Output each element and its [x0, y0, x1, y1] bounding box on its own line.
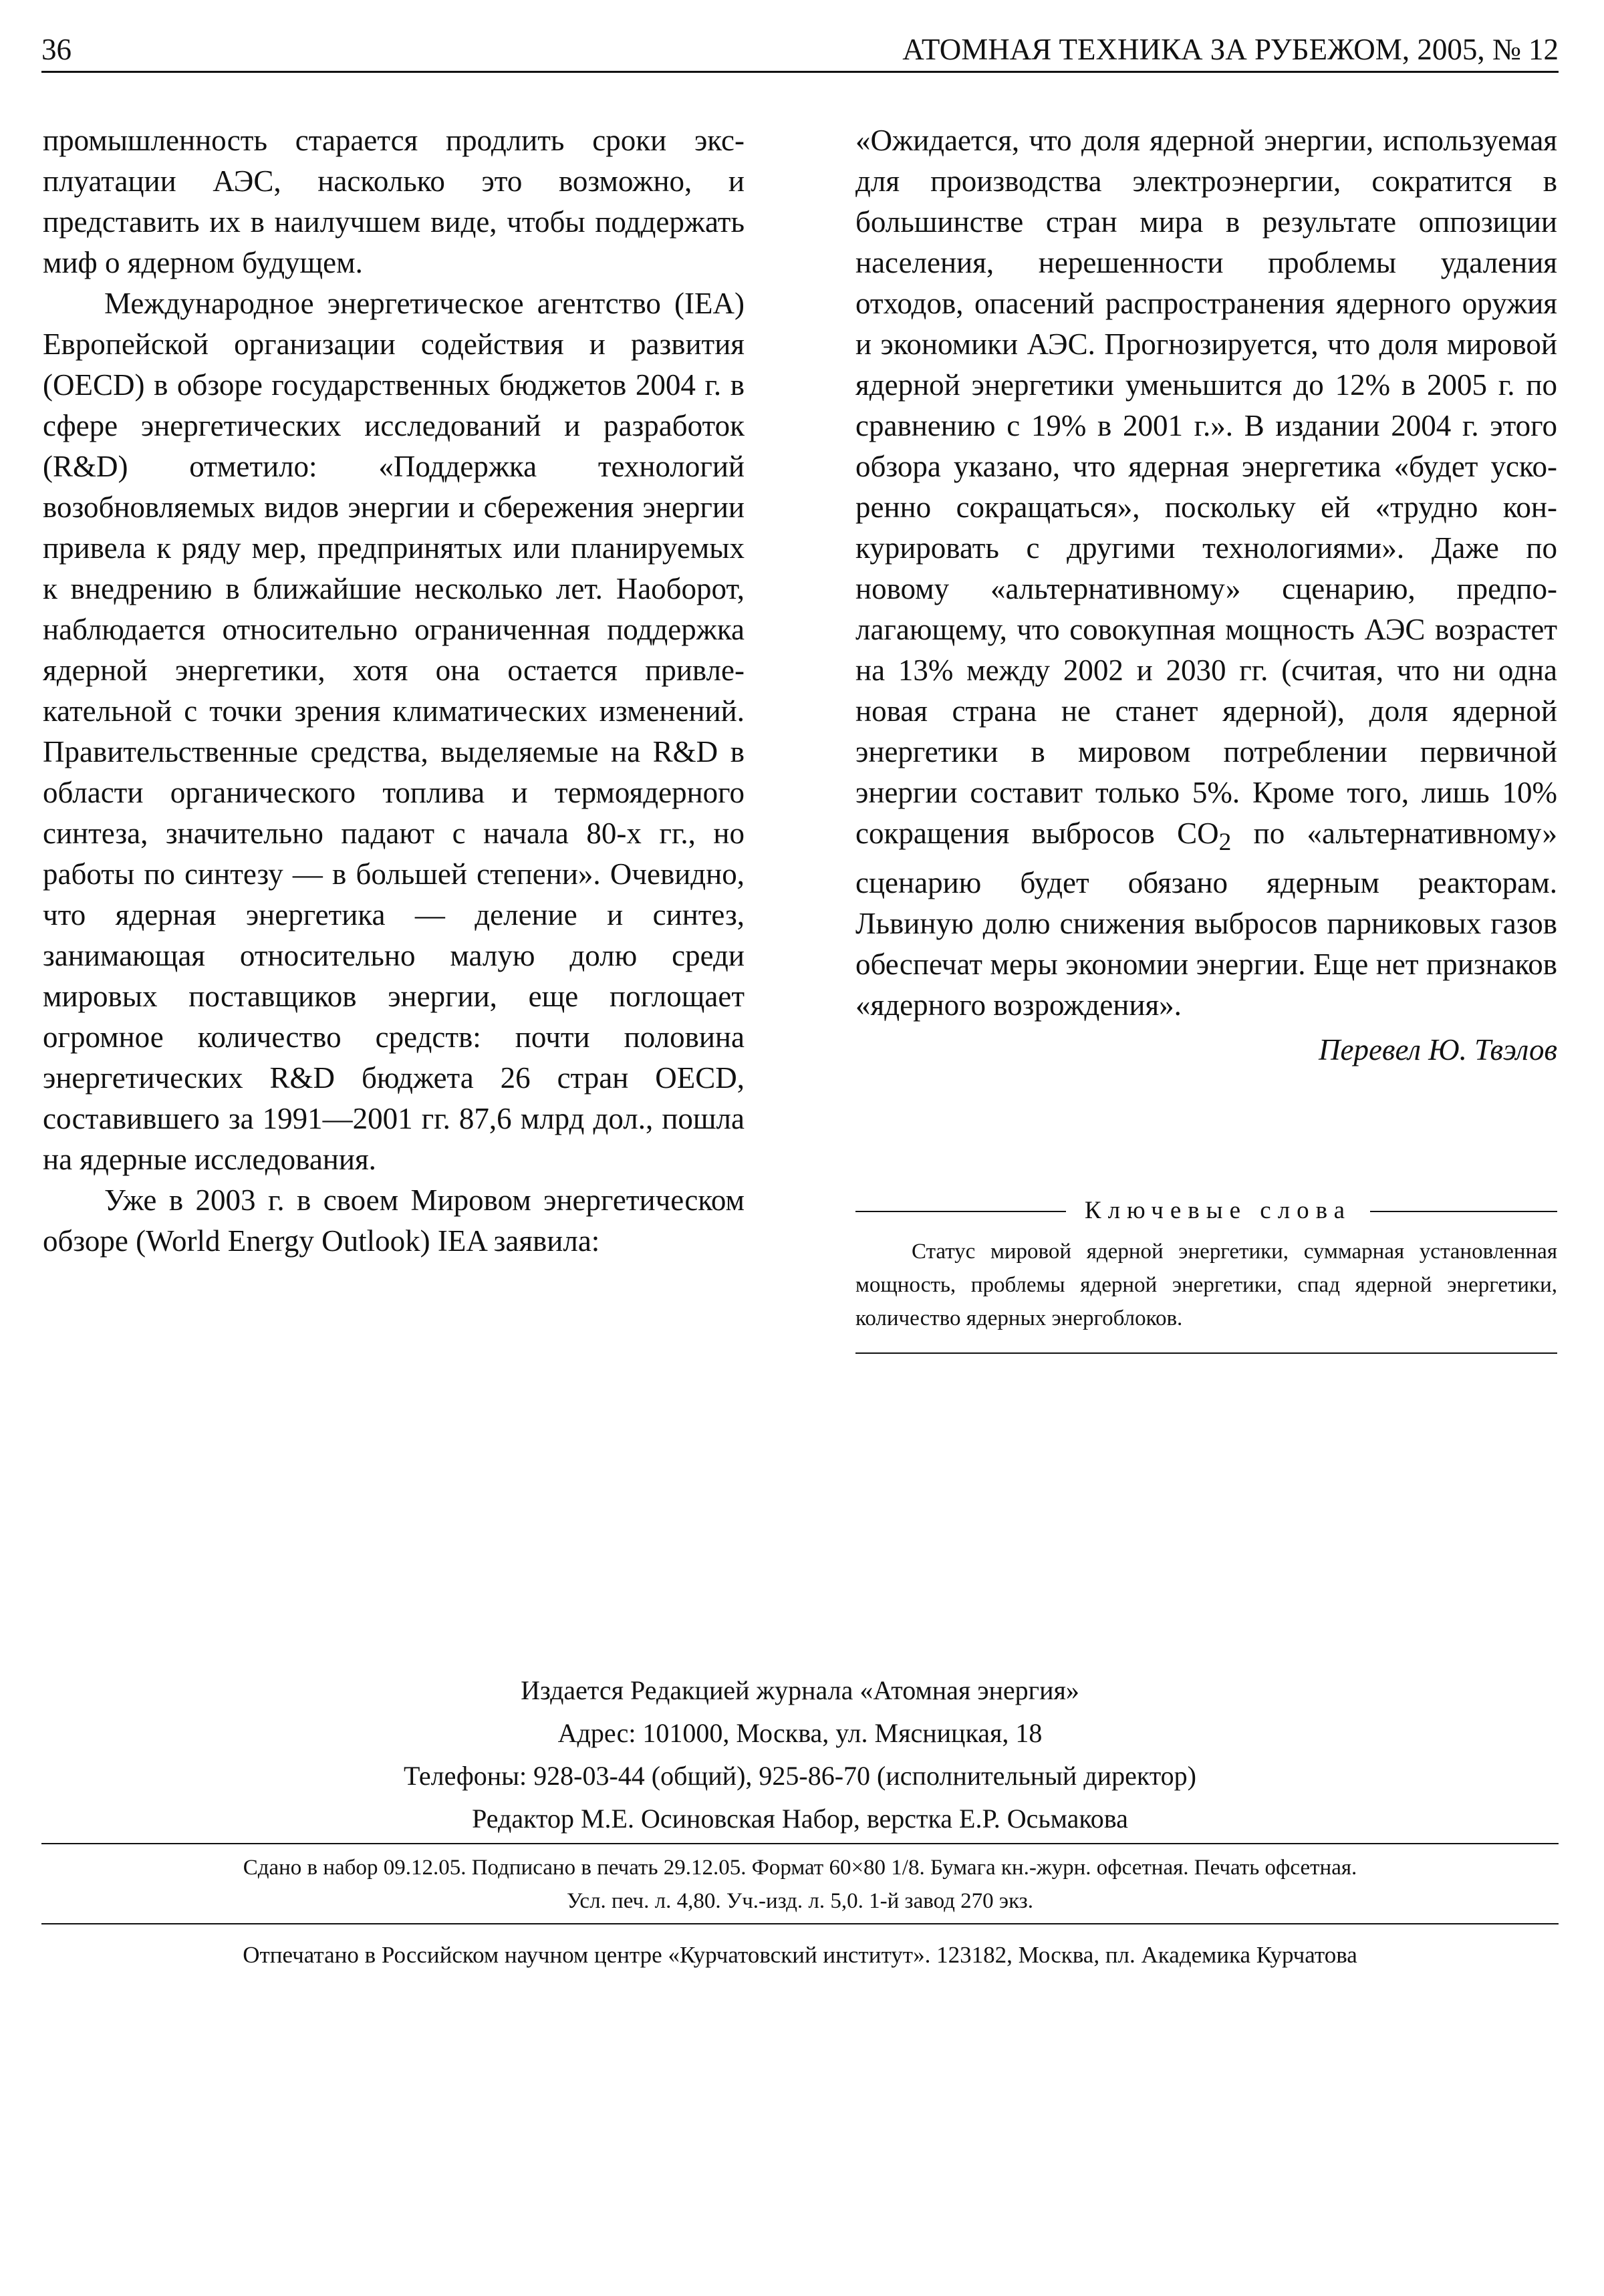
- address-line: Адрес: 101000, Москва, ул. Мясницкая, 18: [557, 1718, 1043, 1748]
- imprint-rule-top: [41, 1843, 1559, 1844]
- keywords-text: Статус мировой ядерной энергетики, суммарная установленная мощность, проблемы ядерной энергетики, спад ядерной энергетики, количество ядерных энергоблоков.: [855, 1240, 1557, 1330]
- journal-title: АТОМНАЯ ТЕХНИКА ЗА РУБЕЖОМ, 2005, № 12: [902, 33, 1559, 66]
- printed-by-line: Отпечатано в Российском научном центре «Курчатовский институт». 123182, Москва, пл. Академика Курчатова: [243, 1942, 1357, 1968]
- left-paragraph-3: Уже в 2003 г. в своем Мировом энергетическом обзоре (World Energy Outlook) IEA заявила:: [43, 1183, 745, 1258]
- left-paragraph-2: Международное энергетическое агентство (IEA) Европейской организации содействия и развития (OECD) в обзоре государственных бюджетов 2004 г. в сфере энергетических исследований и разработок (R&D) отметило: «Поддержка технологий возобновляемых видов энергии и сбережения энергии привела к ряду мер, предпринятых или планируемых к внедрению в ближайшие несколько лет. Наоборот, наблюдается относительно ограниченная поддержка ядерной энергетики, хотя она остается привлекательной с точки зрения климатических изменений. Правительственные средства, выделяемые на R&D в области органического топлива и термоядерного синтеза, значительно падают с начала 80-х гг., но работы по синтезу — в большей степени». Очевидно, что ядерная энергетика — деление и синтез, занимающая относительно малую долю среди мировых поставщиков энергии, еще поглощает огромное количество средств: почти половина энергетических R&D бюджета 26 стран OECD, составившего за 1991—2001 гг. 87,6 млрд дол., пошла на ядерные исследования.: [43, 287, 745, 1176]
- translator-credit: Перевел Ю. Твэлов: [1318, 1033, 1557, 1066]
- imprint-rule-bottom: [41, 1923, 1559, 1924]
- left-column: [43, 120, 745, 1262]
- keywords-box: [855, 1196, 1557, 1354]
- phones-line: Телефоны: 928-03-44 (общий), 925-86-70 (исполнительный директор): [403, 1761, 1196, 1791]
- keywords-bottom-rule: [855, 1352, 1557, 1354]
- running-header: [41, 29, 1559, 72]
- print-specs-line-1: Сдано в набор 09.12.05. Подписано в печать 29.12.05. Формат 60×80 1/8. Бумага кн.-журн. офсетная. Печать офсетная.: [243, 1856, 1357, 1880]
- right-paragraph-text-a: «Ожидается, что доля ядерной энергии, используемая для производства электроэнергии, сократится в большинстве стран мира в результате оппозиции населения, нерешенности проблемы удаления отходов, опасений распространения ядерного оружия и экономики АЭС. Прогнозируется, что доля мировой ядерной энергетики уменьшится до 12% в 2005 г. по сравнению с 19% в 2001 г.». В издании 2004 г. этого обзора указано, что ядерная энергетика «будет ускоренно сокращаться», поскольку ей «трудно конкурировать с другими технологиями». Даже по новому «альтернативному» сценарию, предполагающему, что совокупная мощность АЭС возрастет на 13% между 2002 и 2030 гг. (считая, что ни одна новая страна не станет ядерной), доля ядерной энергетики в мировом потреблении первичной энергии составит только 5%. Кроме того, лишь 10% сокращения выбросов CO: [855, 124, 1557, 850]
- right-paragraph-text-b: по «альтернативному» сценарию будет обязано ядерным реакторам. Львиную долю снижения выбросов парниковых газов обеспечат меры экономии энергии. Еще нет признаков «ядерного возрождения».: [855, 817, 1557, 1022]
- imprint-block: [41, 1669, 1559, 1840]
- print-specs: [41, 1851, 1559, 1918]
- left-paragraph-1: промышленность старается продлить сроки эксплуатации АЭС, насколько это возможно, и представить их в наилучшем виде, чтобы поддержать миф о ядерном будущем.: [43, 124, 745, 279]
- right-paragraph-1: [855, 120, 1557, 1026]
- right-column: [855, 120, 1557, 1070]
- page-number: 36: [41, 33, 72, 66]
- print-specs-line-2: Усл. печ. л. 4,80. Уч.-изд. л. 5,0. 1-й завод 270 экз.: [567, 1889, 1033, 1913]
- keywords-rule-left: [855, 1211, 1066, 1212]
- publisher-line: Издается Редакцией журнала «Атомная энергия»: [521, 1675, 1079, 1705]
- co2-subscript: 2: [1218, 829, 1232, 856]
- editor-line: Редактор М.Е. Осиновская Набор, верстка Е.Р. Осьмакова: [472, 1804, 1128, 1834]
- header-divider: [41, 71, 1559, 73]
- keywords-heading: Ключевые слова: [1084, 1197, 1352, 1224]
- keywords-heading-row: [855, 1196, 1557, 1226]
- keywords-rule-right: [1370, 1211, 1557, 1212]
